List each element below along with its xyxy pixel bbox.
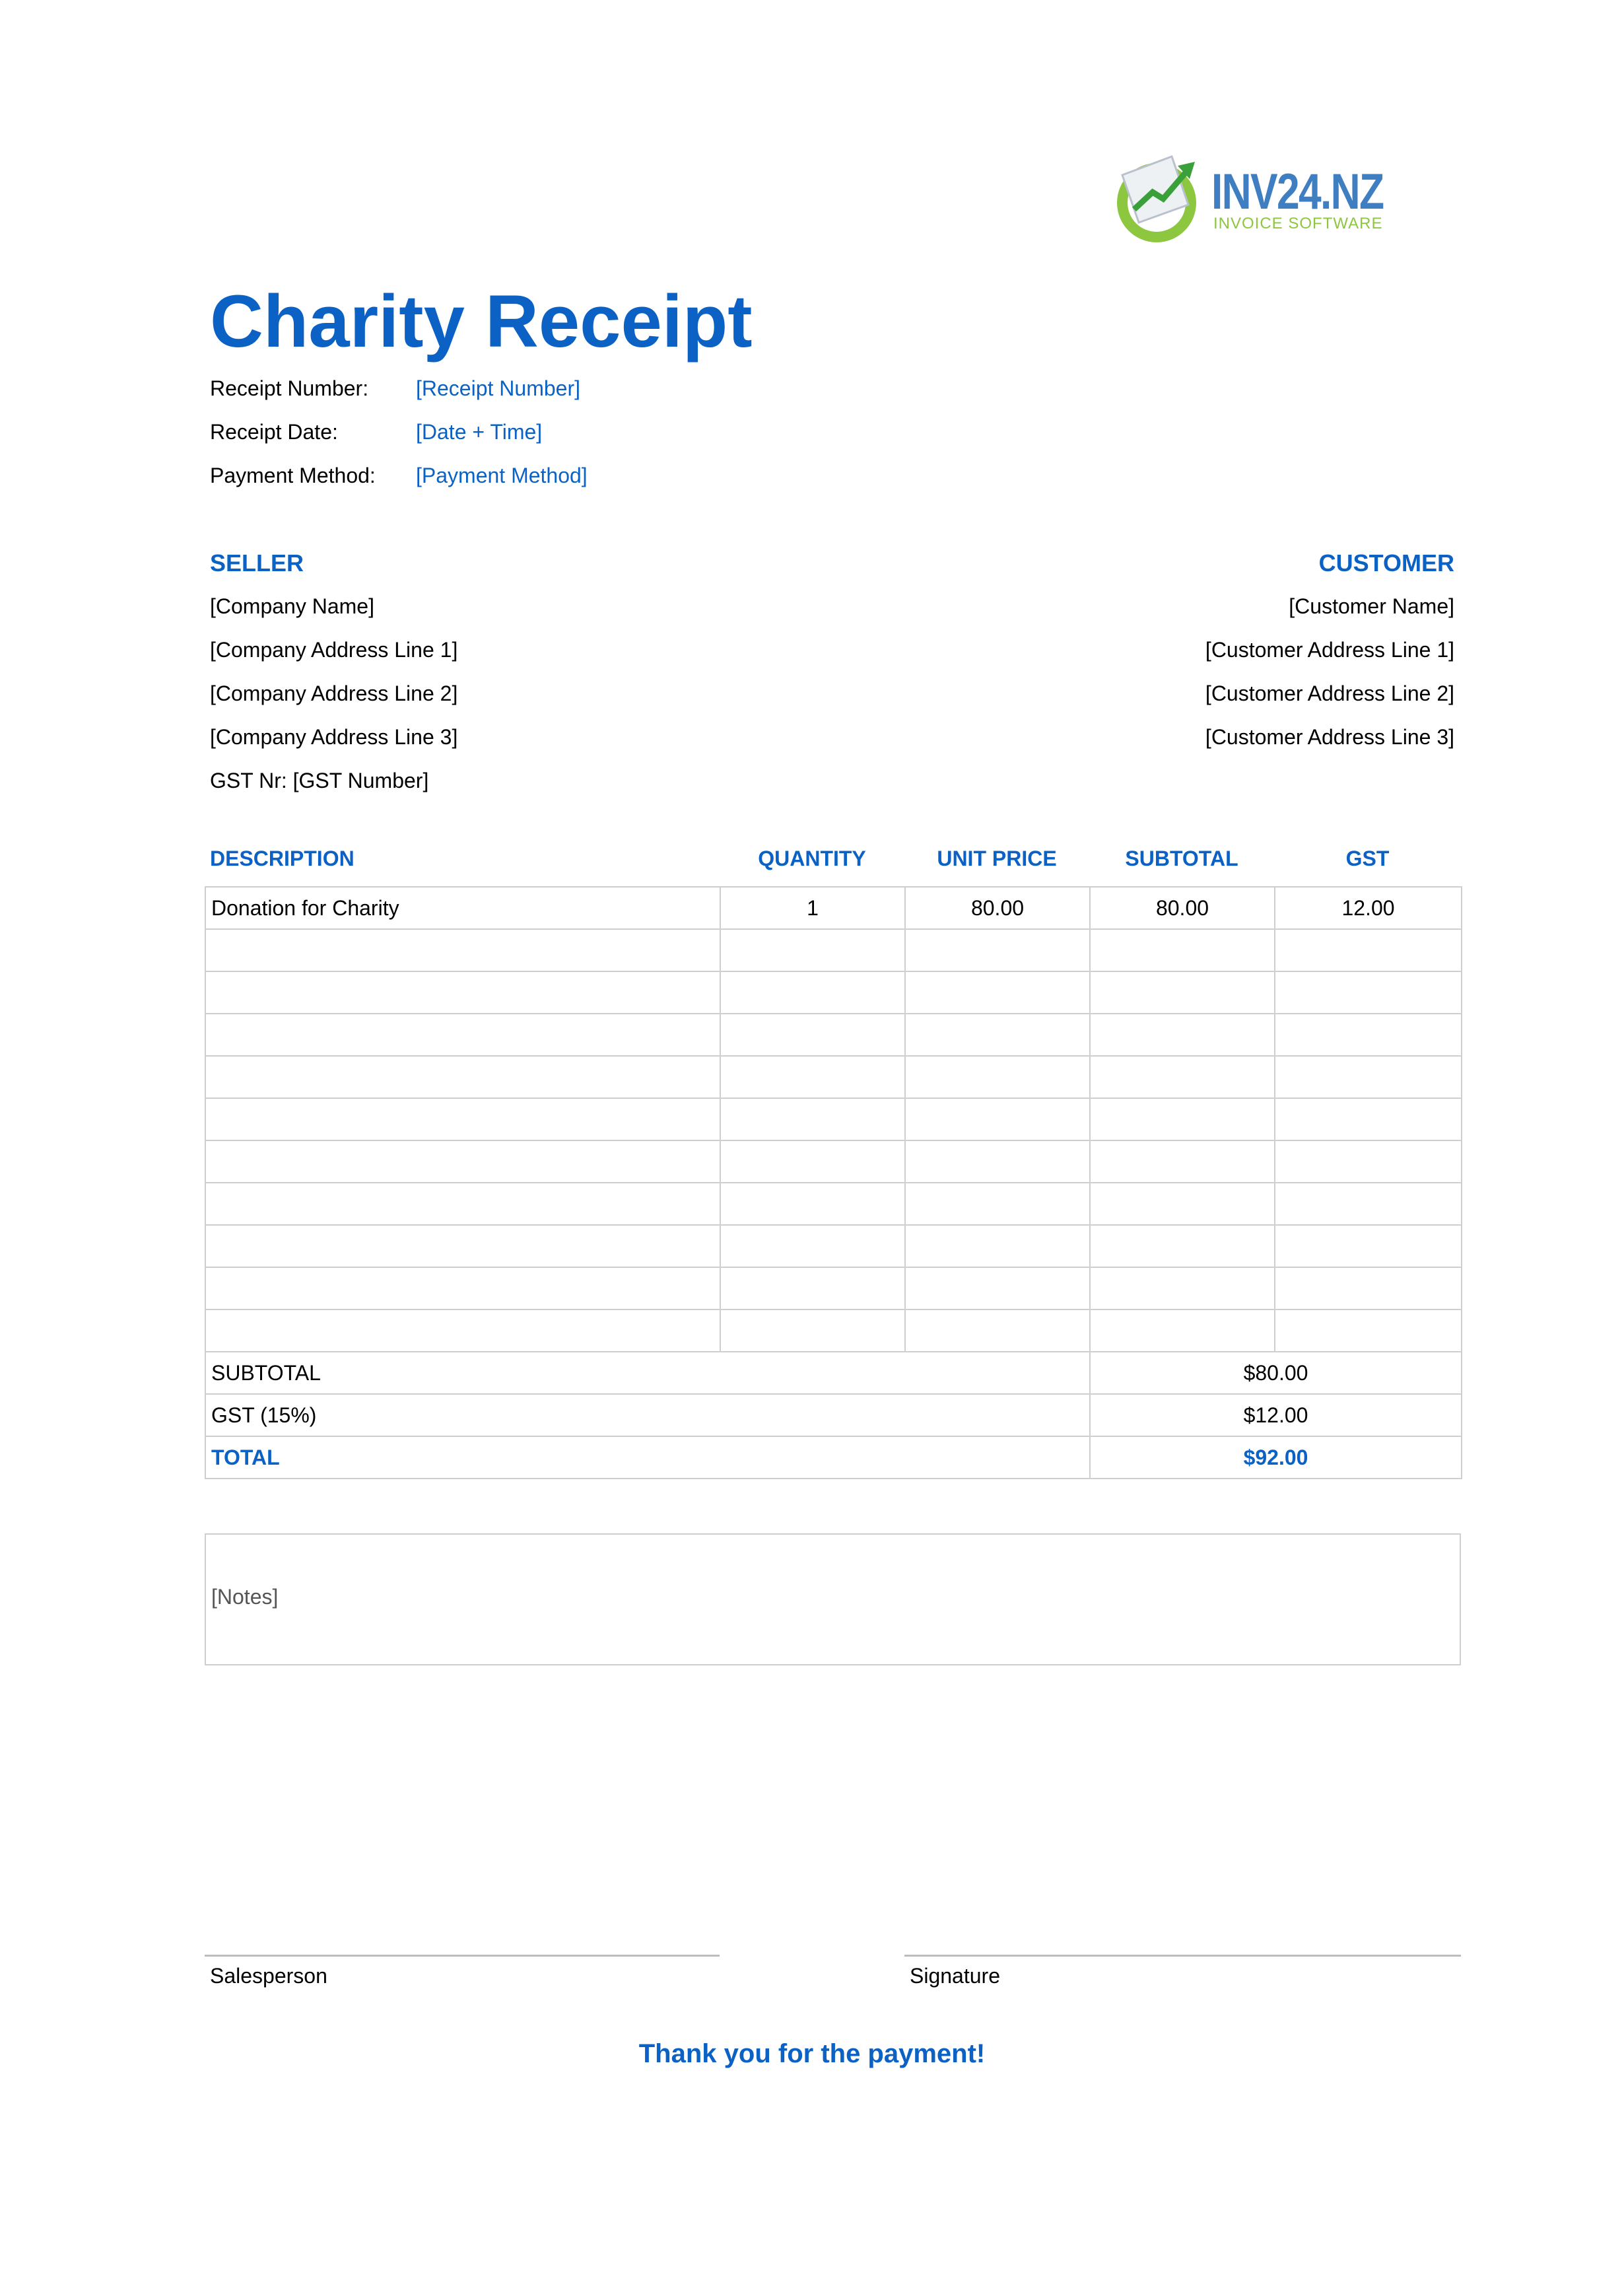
salesperson-label: Salesperson: [210, 1964, 327, 1988]
subtotal-value: $80.00: [1090, 1352, 1462, 1394]
inv24-logo: [1109, 149, 1413, 248]
header-description: DESCRIPTION: [210, 847, 355, 870]
seller-gst-number: GST Nr: [GST Number]: [210, 769, 429, 792]
header-gst: GST: [1345, 847, 1390, 870]
total-value: $92.00: [1090, 1436, 1462, 1479]
total-label: TOTAL: [205, 1436, 1090, 1479]
table-row-empty: [205, 1309, 1462, 1352]
customer-address-line-2: [Customer Address Line 2]: [1205, 681, 1454, 705]
item-gst: 12.00: [1275, 887, 1462, 929]
items-table-header: [205, 847, 1461, 886]
thank-you-message: Thank you for the payment!: [638, 2039, 986, 2068]
table-row-empty: [205, 1267, 1462, 1309]
gst-row: [205, 1394, 1462, 1436]
subtotal-label: SUBTOTAL: [205, 1352, 1090, 1394]
signature-label: Signature: [910, 1964, 1000, 1988]
item-subtotal: 80.00: [1090, 887, 1275, 929]
document-title: Charity Receipt: [210, 280, 753, 363]
header-quantity: QUANTITY: [758, 847, 866, 870]
items-table: [205, 886, 1462, 1479]
table-row-empty: [205, 1056, 1462, 1098]
table-row-empty: [205, 929, 1462, 971]
receipt-number-value: [Receipt Number]: [416, 376, 580, 400]
seller-address-line-1: [Company Address Line 1]: [210, 638, 458, 662]
table-row-empty: [205, 1140, 1462, 1183]
item-description: Donation for Charity: [205, 887, 720, 929]
item-quantity: 1: [720, 887, 905, 929]
receipt-date-label: Receipt Date:: [210, 420, 338, 444]
item-unit-price: 80.00: [905, 887, 1090, 929]
gst-label: GST (15%): [205, 1394, 1090, 1436]
total-row: [205, 1436, 1462, 1479]
logo-tagline: INVOICE SOFTWARE: [1213, 215, 1383, 232]
receipt-number-label: Receipt Number:: [210, 376, 369, 400]
seller-address-line-3: [Company Address Line 3]: [210, 725, 458, 749]
table-row-empty: [205, 971, 1462, 1014]
header-unit-price: UNIT PRICE: [937, 847, 1057, 870]
customer-heading: CUSTOMER: [1318, 549, 1454, 576]
payment-method-label: Payment Method:: [210, 464, 376, 487]
salesperson-signature-line: [205, 1955, 720, 1957]
seller-address-line-2: [Company Address Line 2]: [210, 681, 458, 705]
gst-value: $12.00: [1090, 1394, 1462, 1436]
customer-address-line-3: [Customer Address Line 3]: [1205, 725, 1454, 749]
payment-method-value: [Payment Method]: [416, 464, 588, 487]
notes-text: [Notes]: [211, 1585, 279, 1609]
header-subtotal: SUBTOTAL: [1125, 847, 1238, 870]
logo-wordmark: INV24.NZ: [1211, 164, 1384, 220]
customer-name: [Customer Name]: [1289, 594, 1454, 618]
customer-address-line-1: [Customer Address Line 1]: [1205, 638, 1454, 662]
notes-box[interactable]: [205, 1533, 1461, 1665]
signature-line: [904, 1955, 1461, 1957]
seller-heading: SELLER: [210, 549, 304, 576]
table-row-empty: [205, 1098, 1462, 1140]
seller-company-name: [Company Name]: [210, 594, 374, 618]
table-row-empty: [205, 1014, 1462, 1056]
receipt-date-value: [Date + Time]: [416, 420, 543, 444]
logo-icon: [1109, 149, 1215, 248]
table-row-empty: [205, 1225, 1462, 1267]
table-row-empty: [205, 1183, 1462, 1225]
table-row: [205, 887, 1462, 929]
subtotal-row: [205, 1352, 1462, 1394]
